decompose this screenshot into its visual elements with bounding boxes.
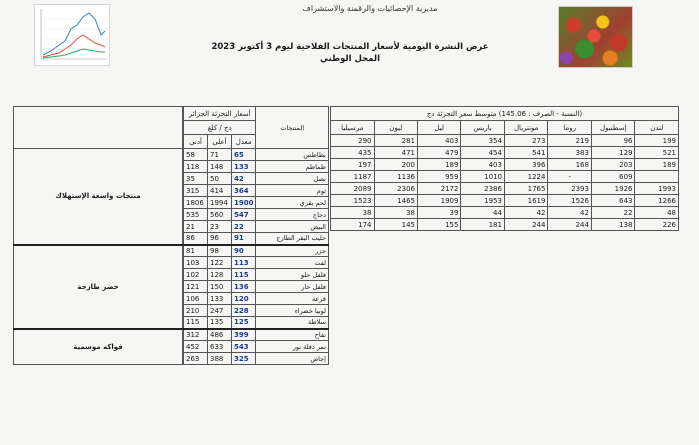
product-name: لوبيا خضراء xyxy=(256,305,329,317)
price-min: 58 xyxy=(184,149,208,161)
price-avg: 113 xyxy=(231,257,255,269)
price-max: 414 xyxy=(207,185,231,197)
col-avg-header: معدل xyxy=(231,135,255,149)
price-min: 263 xyxy=(184,353,208,365)
product-row xyxy=(184,317,329,329)
price-avg: 228 xyxy=(231,305,255,317)
intl-row xyxy=(331,219,679,231)
price-min: 1806 xyxy=(184,197,208,209)
product-name: قرعة xyxy=(256,293,329,305)
price-avg: 325 xyxy=(231,353,255,365)
price-max: 71 xyxy=(207,149,231,161)
city-header: مونتريال xyxy=(504,121,548,135)
intl-price: 1619 xyxy=(504,195,548,207)
product-name: إجاص xyxy=(256,353,329,365)
trend-chart-thumbnail xyxy=(34,4,110,66)
intl-row xyxy=(331,207,679,219)
intl-price: 1266 xyxy=(635,195,679,207)
intl-row xyxy=(331,183,679,195)
product-name: سلاطة xyxy=(256,317,329,329)
intl-price xyxy=(635,171,679,183)
price-max: 247 xyxy=(207,305,231,317)
intl-price: 138 xyxy=(591,219,635,231)
intl-price: 1993 xyxy=(635,183,679,195)
intl-price: 1953 xyxy=(461,195,504,207)
price-avg: 136 xyxy=(231,281,255,293)
intl-price: 199 xyxy=(635,135,679,147)
intl-price: 44 xyxy=(461,207,504,219)
intl-price: 354 xyxy=(461,135,504,147)
product-name: تفاح xyxy=(256,329,329,341)
price-max: 50 xyxy=(207,173,231,185)
intl-row xyxy=(331,195,679,207)
product-row xyxy=(184,233,329,245)
price-max: 135 xyxy=(207,317,231,329)
product-name: حليب البقر الطازج xyxy=(256,233,329,245)
city-header: روما xyxy=(548,121,591,135)
product-name: طماطم xyxy=(256,161,329,173)
intl-price: 1136 xyxy=(374,171,417,183)
intl-price: 226 xyxy=(635,219,679,231)
product-row xyxy=(184,197,329,209)
product-name: جزر xyxy=(256,245,329,257)
price-avg: 399 xyxy=(231,329,255,341)
intl-price: 219 xyxy=(548,135,591,147)
intl-row xyxy=(331,147,679,159)
price-min: 81 xyxy=(184,245,208,257)
price-avg: 547 xyxy=(231,209,255,221)
price-max: 150 xyxy=(207,281,231,293)
intl-price: 281 xyxy=(374,135,417,147)
price-min: 210 xyxy=(184,305,208,317)
product-name: دجاج xyxy=(256,209,329,221)
price-max: 388 xyxy=(207,353,231,365)
intl-price: 609 xyxy=(591,171,635,183)
products-header: المنتجات xyxy=(256,107,329,149)
intl-price: 643 xyxy=(591,195,635,207)
city-header: باريس xyxy=(461,121,504,135)
intl-price: 2089 xyxy=(331,183,375,195)
trend-chart-icon xyxy=(35,5,111,67)
title-line-2: المحل الوطني xyxy=(320,54,380,64)
product-name: فلفل حار xyxy=(256,281,329,293)
intl-row xyxy=(331,135,679,147)
intl-row xyxy=(331,171,679,183)
price-min: 115 xyxy=(184,317,208,329)
intl-price: 129 xyxy=(591,147,635,159)
intl-price: 38 xyxy=(331,207,375,219)
intl-price: 396 xyxy=(504,159,548,171)
intl-price: 203 xyxy=(591,159,635,171)
intl-price: 155 xyxy=(417,219,460,231)
city-header: لندن xyxy=(635,121,679,135)
intl-price: 244 xyxy=(504,219,548,231)
international-prices-table xyxy=(330,106,679,231)
intl-price: 48 xyxy=(635,207,679,219)
product-row xyxy=(184,341,329,353)
price-avg: 65 xyxy=(231,149,255,161)
price-max: 633 xyxy=(207,341,231,353)
price-avg: 22 xyxy=(231,221,255,233)
price-max: 133 xyxy=(207,293,231,305)
price-avg: 543 xyxy=(231,341,255,353)
price-min: 103 xyxy=(184,257,208,269)
intl-price: 1765 xyxy=(504,183,548,195)
intl-row xyxy=(331,159,679,171)
intl-price: 1526 xyxy=(548,195,591,207)
intl-price: 174 xyxy=(331,219,375,231)
price-min: 121 xyxy=(184,281,208,293)
intl-price: 42 xyxy=(504,207,548,219)
product-row xyxy=(184,161,329,173)
price-avg: 120 xyxy=(231,293,255,305)
city-header: ليل xyxy=(417,121,460,135)
price-min: 102 xyxy=(184,269,208,281)
price-max: 560 xyxy=(207,209,231,221)
bulletin-title xyxy=(200,41,500,65)
price-max: 96 xyxy=(207,233,231,245)
intl-price: 454 xyxy=(461,147,504,159)
intl-price: 1523 xyxy=(331,195,375,207)
intl-price: 96 xyxy=(591,135,635,147)
intl-price: 959 xyxy=(417,171,460,183)
vegetables-photo xyxy=(558,6,633,68)
intl-price: 521 xyxy=(635,147,679,159)
intl-price: 479 xyxy=(417,147,460,159)
price-avg: 42 xyxy=(231,173,255,185)
price-max: 98 xyxy=(207,245,231,257)
col-min-header: أدنى xyxy=(184,135,208,149)
intl-price: 2172 xyxy=(417,183,460,195)
intl-price: 1926 xyxy=(591,183,635,195)
intl-price: 1187 xyxy=(331,171,375,183)
group-label-fruits: فواكه موسمية xyxy=(14,329,183,365)
group-header-spacer xyxy=(14,107,183,149)
product-name: بطاطس xyxy=(256,149,329,161)
intl-price: 403 xyxy=(461,159,504,171)
city-header: ليون xyxy=(374,121,417,135)
product-row xyxy=(184,173,329,185)
intl-price: 200 xyxy=(374,159,417,171)
price-min: 106 xyxy=(184,293,208,305)
price-min: 315 xyxy=(184,185,208,197)
product-row xyxy=(184,185,329,197)
intl-price: 189 xyxy=(635,159,679,171)
product-row xyxy=(184,353,329,365)
product-row xyxy=(184,257,329,269)
product-row xyxy=(184,293,329,305)
city-header: إسطنبول xyxy=(591,121,635,135)
price-avg: 115 xyxy=(231,269,255,281)
intl-price: 1010 xyxy=(461,171,504,183)
price-max: 23 xyxy=(207,221,231,233)
intl-price: 273 xyxy=(504,135,548,147)
price-max: 1994 xyxy=(207,197,231,209)
intl-price: 244 xyxy=(548,219,591,231)
product-row xyxy=(184,305,329,317)
price-avg: 1900 xyxy=(231,197,255,209)
intl-price: 145 xyxy=(374,219,417,231)
intl-price: 383 xyxy=(548,147,591,159)
price-min: 452 xyxy=(184,341,208,353)
price-min: 21 xyxy=(184,221,208,233)
intl-price: 22 xyxy=(591,207,635,219)
product-row xyxy=(184,281,329,293)
city-header: مرسيليا xyxy=(331,121,375,135)
intl-price: 403 xyxy=(417,135,460,147)
intl-price: - xyxy=(548,171,591,183)
product-name: البيض xyxy=(256,221,329,233)
intl-price: 541 xyxy=(504,147,548,159)
price-avg: 125 xyxy=(231,317,255,329)
price-min: 118 xyxy=(184,161,208,173)
price-max: 122 xyxy=(207,257,231,269)
intl-price: 181 xyxy=(461,219,504,231)
col-max-header: أعلى xyxy=(207,135,231,149)
product-name: ثوم xyxy=(256,185,329,197)
wholesale-header: أسعار التجزئة الجزائر xyxy=(184,107,256,121)
group-label-vegetables: خضر طازجة xyxy=(14,245,183,329)
group-labels-table xyxy=(13,106,183,365)
intl-price: 290 xyxy=(331,135,375,147)
price-min: 312 xyxy=(184,329,208,341)
price-min: 86 xyxy=(184,233,208,245)
intl-price: 189 xyxy=(417,159,460,171)
product-name: لحم بقري xyxy=(256,197,329,209)
intl-header: (النسبة - الصرف : 145.06) متوسط سعر التجزئة دج xyxy=(331,107,679,121)
unit-header: دج / كلغ xyxy=(184,121,256,135)
intl-price: 2393 xyxy=(548,183,591,195)
product-row xyxy=(184,221,329,233)
price-min: 535 xyxy=(184,209,208,221)
product-row xyxy=(184,245,329,257)
intl-price: 2386 xyxy=(461,183,504,195)
product-row xyxy=(184,269,329,281)
intl-price: 39 xyxy=(417,207,460,219)
intl-price: 1224 xyxy=(504,171,548,183)
group-label-consumer: منتجات واسعة الإستهلاك xyxy=(14,149,183,245)
price-avg: 91 xyxy=(231,233,255,245)
title-line-1: عرض النشرة اليومية لأسعار المنتجات الفلاحية ليوم 3 أكتوبر 2023 xyxy=(211,42,489,52)
price-avg: 133 xyxy=(231,161,255,173)
intl-price: 435 xyxy=(331,147,375,159)
price-avg: 90 xyxy=(231,245,255,257)
organization-name: مديرية الإحصائيات والرقمنة والاستشراف xyxy=(302,4,438,13)
intl-price: 38 xyxy=(374,207,417,219)
product-row xyxy=(184,149,329,161)
intl-price: 471 xyxy=(374,147,417,159)
product-name: لفت xyxy=(256,257,329,269)
product-name: بصل xyxy=(256,173,329,185)
product-name: فلفل حلو xyxy=(256,269,329,281)
intl-price: 197 xyxy=(331,159,375,171)
product-row xyxy=(184,329,329,341)
product-name: تمر دقلة نور xyxy=(256,341,329,353)
intl-price: 1909 xyxy=(417,195,460,207)
intl-price: 1465 xyxy=(374,195,417,207)
price-min: 35 xyxy=(184,173,208,185)
intl-price: 42 xyxy=(548,207,591,219)
price-max: 128 xyxy=(207,269,231,281)
intl-price: 2306 xyxy=(374,183,417,195)
algeria-prices-table xyxy=(183,106,329,365)
product-row xyxy=(184,209,329,221)
price-max: 148 xyxy=(207,161,231,173)
price-max: 486 xyxy=(207,329,231,341)
intl-price: 168 xyxy=(548,159,591,171)
price-avg: 364 xyxy=(231,185,255,197)
